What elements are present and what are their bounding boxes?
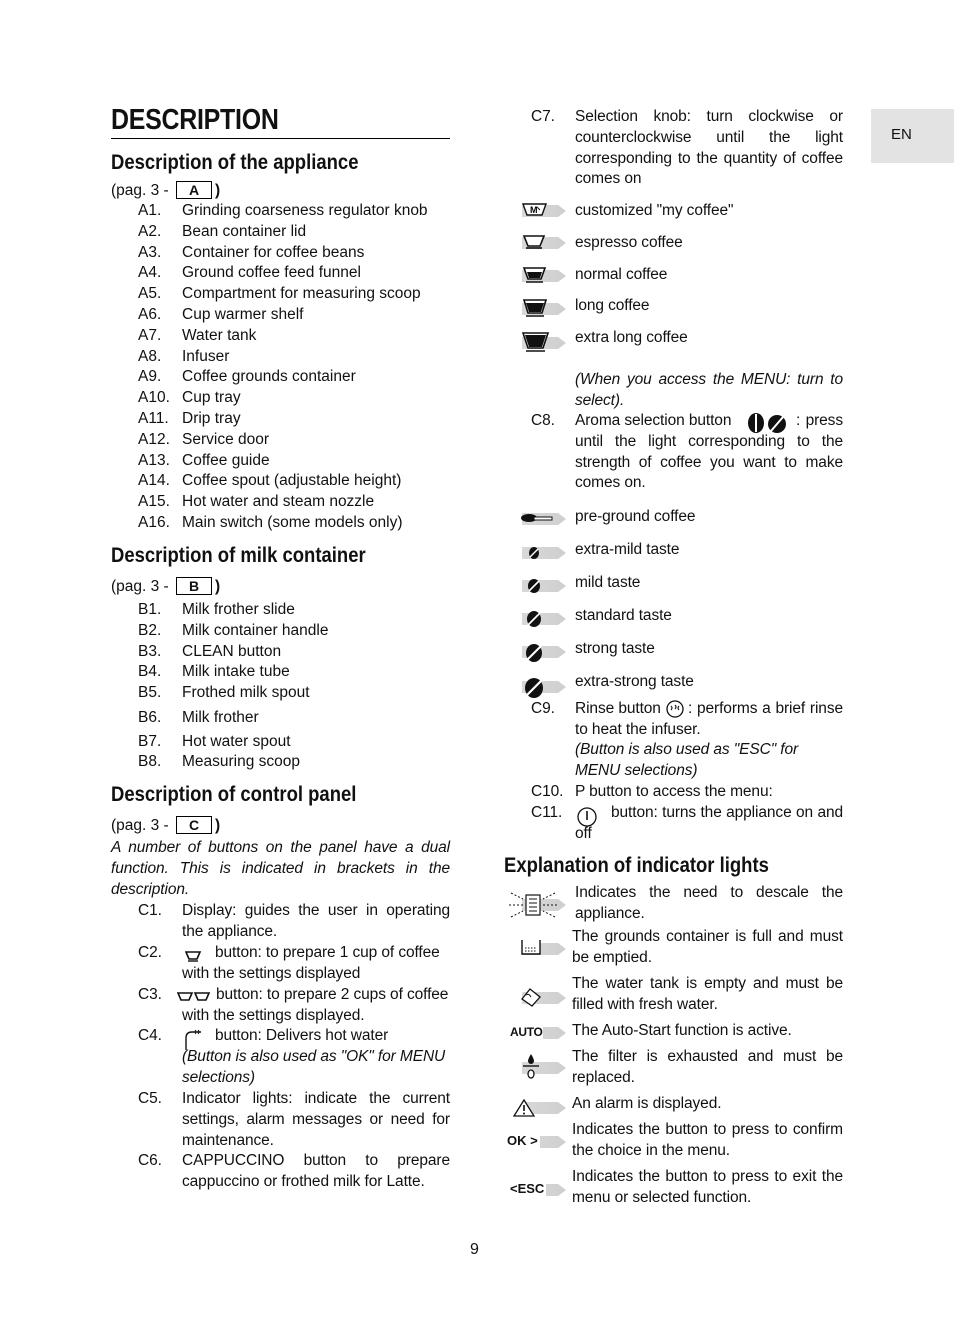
item-code: A12. (138, 431, 170, 448)
c11-text: button: turns the appliance on and off (575, 804, 843, 842)
item-text: Coffee grounds container (182, 368, 356, 385)
item-code: A15. (138, 493, 170, 510)
bean-extra-strong-icon (523, 677, 545, 699)
indicator-descale-text: Indicates the need to descale the appliance. (575, 884, 843, 922)
item-text: Grinding coarseness regulator knob (182, 202, 428, 219)
svg-text:M: M (530, 205, 538, 215)
item-code: B5. (138, 684, 162, 701)
chevron-right-icon: > (530, 1133, 538, 1148)
indicator-filter-text: The filter is exhausted and must be replaced. (572, 1048, 843, 1086)
c8-option-mild: mild taste (575, 574, 641, 591)
c2-text: button: to prepare 1 cup of coffee with the settings displayed (182, 944, 440, 982)
my-coffee-icon (522, 202, 548, 218)
ok-icon (507, 1132, 540, 1149)
item-text: Measuring scoop (182, 753, 301, 770)
item-code: A4. (138, 264, 162, 281)
title-divider (111, 138, 450, 139)
c7-note: (When you access the MENU: turn to select). (575, 371, 843, 409)
c5-code: C5. (138, 1090, 162, 1107)
c10-code: C10. (531, 783, 564, 800)
bean-strong-icon (524, 643, 544, 663)
espresso-cup-icon (522, 234, 548, 250)
item-text: Hot water and steam nozzle (182, 493, 375, 510)
water-tank-icon (519, 985, 543, 1009)
extra-long-cup-icon (522, 331, 550, 353)
ok-label: OK (507, 1133, 527, 1148)
c7-option-my-coffee: customized "my coffee" (575, 202, 734, 219)
c1-code: C1. (138, 902, 162, 919)
item-code: A11. (138, 410, 169, 427)
milk-page-ref (111, 577, 220, 596)
item-text: Bean container lid (182, 223, 307, 240)
item-text: Container for coffee beans (182, 244, 365, 261)
item-text: Hot water spout (182, 733, 291, 750)
item-text: Cup tray (182, 389, 241, 406)
c7-option-normal: normal coffee (575, 266, 668, 283)
item-code: B3. (138, 643, 162, 660)
esc-label: ESC (517, 1181, 545, 1196)
c9-text-b: : performs a brief rinse to heat the infuser. (575, 700, 843, 738)
language-tab-label: EN (891, 126, 912, 143)
item-code: A1. (138, 202, 162, 219)
item-code: B6. (138, 709, 162, 726)
indicator-water-text: The water tank is empty and must be filled with fresh water. (572, 975, 843, 1013)
item-code: A3. (138, 244, 162, 261)
bean-extra-mild-icon (527, 546, 541, 560)
item-text: Milk intake tube (182, 663, 290, 680)
descale-icon (507, 889, 559, 921)
language-tab (871, 109, 954, 163)
item-code: A13. (138, 452, 170, 469)
item-code: A2. (138, 223, 162, 240)
item-text: Milk frother slide (182, 601, 295, 618)
item-text: Milk container handle (182, 622, 329, 639)
c3-code: C3. (138, 986, 162, 1003)
item-text: Service door (182, 431, 270, 448)
c5-text: Indicator lights: indicate the current settings, alarm messages or need for maintenance. (182, 1090, 450, 1149)
page-ref-suffix: ) (215, 817, 221, 834)
pre-ground-scoop-icon (520, 511, 554, 525)
item-code: B8. (138, 753, 162, 770)
item-code: A14. (138, 472, 170, 489)
normal-cup-icon (522, 266, 548, 284)
c8-code: C8. (531, 412, 555, 429)
item-code: B2. (138, 622, 162, 639)
c3-text: button: to prepare 2 cups of coffee with the settings displayed. (182, 986, 449, 1024)
c7-option-extra-long: extra long coffee (575, 329, 688, 346)
item-text: CLEAN button (182, 643, 282, 660)
c6-text: CAPPUCCINO button to prepare cappuccino or frothed milk for Latte. (182, 1152, 450, 1190)
c8-option-standard: standard taste (575, 607, 672, 624)
appliance-page-ref (111, 181, 220, 200)
item-text: Ground coffee feed funnel (182, 264, 361, 281)
appliance-heading: Description of the appliance (111, 151, 359, 174)
c4-text: button: Delivers hot water (215, 1027, 389, 1044)
c6-code: C6. (138, 1152, 162, 1169)
item-code: A7. (138, 327, 162, 344)
item-text: Frothed milk spout (182, 684, 310, 701)
c4-code: C4. (138, 1027, 162, 1044)
item-code: A9. (138, 368, 162, 385)
indicator-auto-text: The Auto-Start function is active. (572, 1022, 792, 1039)
item-text: Coffee spout (adjustable height) (182, 472, 402, 489)
indicator-alarm-text: An alarm is displayed. (572, 1095, 722, 1112)
c8-text-a: Aroma selection button (575, 412, 732, 429)
c7-option-espresso: espresso coffee (575, 234, 683, 251)
esc-icon (510, 1180, 546, 1197)
item-code: A5. (138, 285, 162, 302)
page-ref-prefix: (pag. 3 - (111, 182, 169, 199)
alarm-icon (512, 1098, 536, 1118)
milk-heading: Description of milk container (111, 544, 366, 567)
control-heading: Description of control panel (111, 783, 357, 806)
item-code: A10. (138, 389, 170, 406)
bean-mild-icon (526, 578, 542, 594)
figure-label-a: A (176, 181, 212, 199)
page-ref-suffix: ) (215, 182, 221, 199)
item-text: Infuser (182, 348, 230, 365)
c8-option-pre-ground: pre-ground coffee (575, 508, 696, 525)
item-text: Main switch (some models only) (182, 514, 403, 531)
indicator-grounds-text: The grounds container is full and must be emptied. (572, 928, 843, 966)
page-title: DESCRIPTION (111, 104, 279, 136)
long-cup-icon (522, 298, 548, 318)
page-ref-suffix: ) (215, 578, 221, 595)
item-text: Milk frother (182, 709, 259, 726)
c1-text: Display: guides the user in operating the appliance. (182, 902, 450, 940)
c11-code: C11. (531, 804, 563, 821)
page-ref-prefix: (pag. 3 - (111, 817, 169, 834)
c8-option-strong: strong taste (575, 640, 655, 657)
chevron-left-icon: < (510, 1181, 518, 1196)
c4-note: (Button is also used as "OK" for MENU selections) (182, 1048, 446, 1086)
c8-option-extra-mild: extra-mild taste (575, 541, 680, 558)
item-text: Water tank (182, 327, 257, 344)
item-code: B4. (138, 663, 162, 680)
c9-note: (Button is also used as "ESC" for MENU selections) (575, 741, 799, 779)
control-intro: A number of buttons on the panel have a dual function. This is indicated in brackets in the description. (111, 839, 450, 898)
item-code: A16. (138, 514, 170, 531)
item-text: Compartment for measuring scoop (182, 285, 421, 302)
c2-code: C2. (138, 944, 162, 961)
figure-label-b: B (176, 577, 212, 595)
c7-option-long: long coffee (575, 297, 650, 314)
figure-label-c: C (176, 816, 212, 834)
control-page-ref (111, 816, 220, 835)
item-code: B7. (138, 733, 162, 750)
indicators-heading: Explanation of indicator lights (504, 854, 769, 877)
item-text: Cup warmer shelf (182, 306, 304, 323)
c10-text: P button to access the menu: (575, 783, 773, 800)
c8-option-extra-strong: extra-strong taste (575, 673, 694, 690)
c9-code: C9. (531, 700, 555, 717)
grounds-container-icon (520, 938, 542, 958)
item-code: A6. (138, 306, 162, 323)
item-code: A8. (138, 348, 162, 365)
c7-code: C7. (531, 108, 555, 125)
indicator-esc-text: Indicates the button to press to exit the menu or selected function. (572, 1168, 843, 1206)
item-text: Coffee guide (182, 452, 270, 469)
indicator-ok-text: Indicates the button to press to confirm the choice in the menu. (572, 1121, 843, 1159)
item-code: B1. (138, 601, 162, 618)
bean-standard-icon (525, 610, 543, 628)
filter-icon (520, 1052, 542, 1082)
item-text: Drip tray (182, 410, 241, 427)
page-number: 9 (470, 1241, 479, 1258)
c8-text-b: : press until the light corresponding to the strength of coffee you want to make comes on. (575, 412, 843, 492)
c9-text-a: Rinse button (575, 700, 661, 717)
page-ref-prefix: (pag. 3 - (111, 578, 169, 595)
auto-icon: AUTO (510, 1025, 543, 1039)
c7-text: Selection knob: turn clockwise or counterclockwise until the light corresponding to the quantity of coffee comes on (575, 108, 843, 188)
